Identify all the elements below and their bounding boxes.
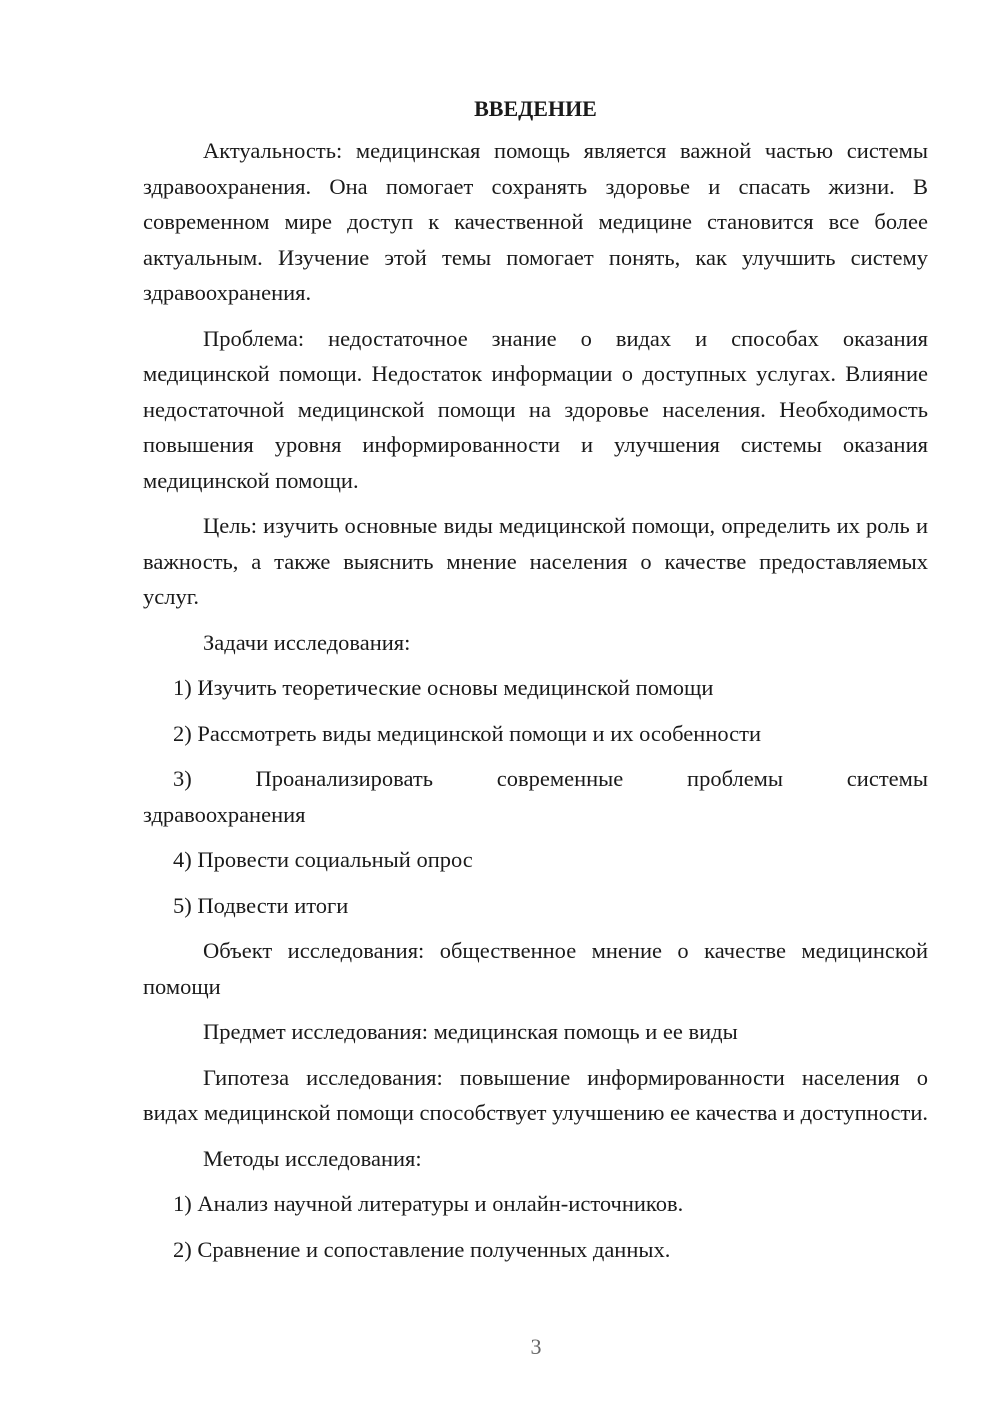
task-item-4: 4) Провести социальный опрос xyxy=(173,847,473,872)
task-item-3-continuation: здравоохранения xyxy=(143,801,306,827)
method-item-2: 2) Сравнение и сопоставление полученных данных. xyxy=(173,1236,671,1262)
hypothesis-paragraph: Гипотеза исследования: повышение информированности населения о видах медицинской помощи способствует улучшению ее качества и доступности. xyxy=(143,1064,928,1125)
object-paragraph: Объект исследования: общественное мнение о качестве медицинской помощи xyxy=(143,938,928,999)
methods-heading: Методы исследования: xyxy=(203,1145,422,1171)
task-item-1: 1) Изучить теоретические основы медицинской помощи xyxy=(173,675,714,700)
problem-paragraph: Проблема: недостаточное знание о видах и способах оказания медицинской помощи. Недостаток информации о доступных услугах. Влияние недостаточной медицинской помощи на здоровье населения. Необходимость повышения уровня информированности и улучшения системы оказания медицинской помощи. xyxy=(143,325,928,493)
task-item-2: 2) Рассмотреть виды медицинской помощи и их особенности xyxy=(173,720,762,746)
goal-paragraph: Цель: изучить основные виды медицинской помощи, определить их роль и важность, а также выяснить мнение населения о качестве предоставляемых услуг. xyxy=(143,513,928,609)
relevance-paragraph: Актуальность: медицинская помощь является важной частью системы здравоохранения. Она помогает сохранять здоровье и спасать жизни. В современном мире доступ к качественной медицине становится все более актуальным. Изучение этой темы помогает понять, как улучшить систему здравоохранения. xyxy=(143,138,928,305)
page-title: ВВЕДЕНИЕ xyxy=(474,96,597,121)
task-item-5: 5) Подвести итоги xyxy=(173,892,349,918)
page-content xyxy=(143,92,928,1267)
subject-paragraph: Предмет исследования: медицинская помощь и ее виды xyxy=(203,1019,738,1044)
page-number: 3 xyxy=(530,1334,542,1359)
task-item-3: 3) Проанализировать современные проблемы системы xyxy=(173,766,928,791)
tasks-heading: Задачи исследования: xyxy=(203,629,411,655)
method-item-1: 1) Анализ научной литературы и онлайн-источников. xyxy=(173,1191,684,1216)
